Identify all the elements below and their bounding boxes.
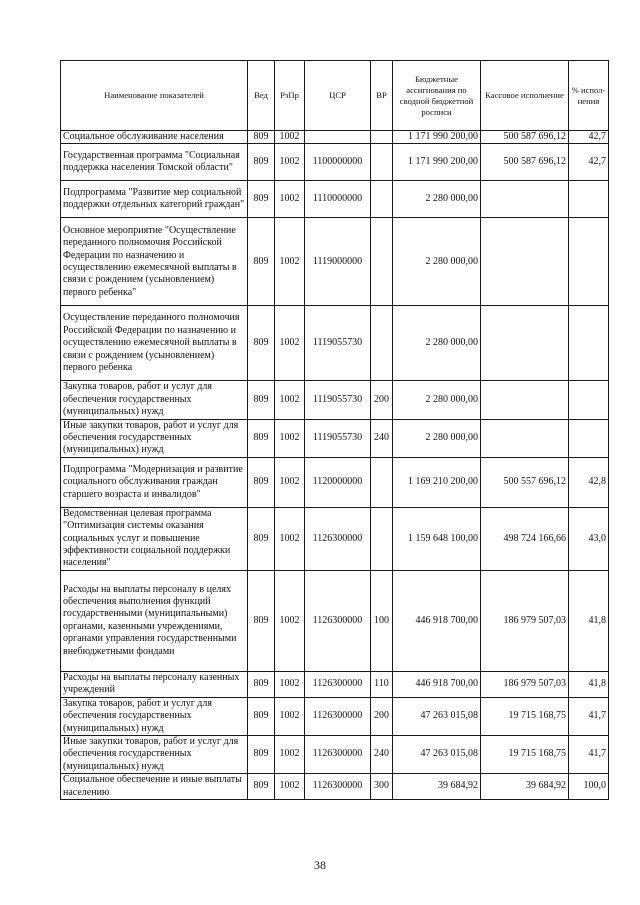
cell-cash: 186 979 507,03 (481, 671, 569, 697)
cell-cash (481, 419, 569, 457)
cell-name: Закупка товаров, работ и услуг для обеспечения государственных (муниципальных) нужд (61, 381, 248, 419)
cell-vr (371, 457, 393, 507)
cell-csr: 1126300000 (305, 570, 371, 671)
cell-rzpr: 1002 (275, 218, 305, 306)
cell-name: Социальное обеспечение и иные выплаты населению (61, 774, 248, 800)
cell-budget: 1 169 210 200,00 (393, 457, 481, 507)
cell-vr (371, 306, 393, 381)
cell-ved: 809 (248, 144, 275, 181)
cell-vr: 300 (371, 774, 393, 800)
cell-vr: 240 (371, 735, 393, 773)
cell-rzpr: 1002 (275, 419, 305, 457)
cell-rzpr: 1002 (275, 457, 305, 507)
table-row (61, 457, 609, 507)
cell-name: Осуществление переданного полномочия Российской Федерации по назначению и осуществлению ежемесячной выплаты в связи с рождением (усыновлением) первого ребенка (61, 306, 248, 381)
cell-csr (305, 131, 371, 144)
cell-cash (481, 381, 569, 419)
cell-cash: 500 587 696,12 (481, 144, 569, 181)
cell-vr (371, 507, 393, 570)
cell-csr: 1126300000 (305, 697, 371, 735)
cell-budget: 39 684,92 (393, 774, 481, 800)
cell-ved: 809 (248, 507, 275, 570)
cell-name: Расходы на выплаты персоналу в целях обеспечения выполнения функций государственными (муниципальными) органами, казенными учреждениями, органами управления государственными внебюджетными фондами (61, 570, 248, 671)
table-header-row (61, 61, 609, 131)
cell-ved: 809 (248, 306, 275, 381)
table-row (61, 671, 609, 697)
header-percent: % испол-нения (569, 61, 609, 131)
cell-vr: 200 (371, 697, 393, 735)
cell-csr: 1119055730 (305, 381, 371, 419)
cell-csr: 1119000000 (305, 218, 371, 306)
header-ved: Вед (248, 61, 275, 131)
cell-budget: 2 280 000,00 (393, 381, 481, 419)
cell-rzpr: 1002 (275, 181, 305, 218)
cell-cash: 186 979 507,03 (481, 570, 569, 671)
cell-cash: 19 715 168,75 (481, 697, 569, 735)
cell-budget: 2 280 000,00 (393, 419, 481, 457)
cell-rzpr: 1002 (275, 774, 305, 800)
cell-budget: 2 280 000,00 (393, 306, 481, 381)
table-row (61, 419, 609, 457)
cell-csr: 1110000000 (305, 181, 371, 218)
cell-name: Основное мероприятие "Осуществление переданного полномочия Российской Федерации по назначению и осуществлению ежемесячной выплаты в связи с рождением (усыновлением) первого ребенка" (61, 218, 248, 306)
table-row (61, 697, 609, 735)
cell-ved: 809 (248, 774, 275, 800)
cell-vr: 100 (371, 570, 393, 671)
cell-percent: 43,0 (569, 507, 609, 570)
cell-cash: 500 557 696,12 (481, 457, 569, 507)
table-row (61, 181, 609, 218)
cell-csr: 1126300000 (305, 671, 371, 697)
cell-ved: 809 (248, 671, 275, 697)
cell-percent (569, 306, 609, 381)
cell-cash (481, 181, 569, 218)
cell-budget: 2 280 000,00 (393, 218, 481, 306)
cell-csr: 1119055730 (305, 306, 371, 381)
cell-name: Закупка товаров, работ и услуг для обеспечения государственных (муниципальных) нужд (61, 697, 248, 735)
table-row (61, 144, 609, 181)
table-row (61, 570, 609, 671)
header-budget: Бюджетные ассигнования по сводной бюджетной росписи (393, 61, 481, 131)
cell-budget: 1 159 648 100,00 (393, 507, 481, 570)
cell-rzpr: 1002 (275, 735, 305, 773)
table-row (61, 735, 609, 773)
cell-name: Расходы на выплаты персоналу казенных учреждений (61, 671, 248, 697)
cell-name: Иные закупки товаров, работ и услуг для обеспечения государственных (муниципальных) нужд (61, 735, 248, 773)
cell-name: Ведомственная целевая программа "Оптимизация системы оказания социальных услуг и повышение эффективности социальной поддержки населения" (61, 507, 248, 570)
cell-rzpr: 1002 (275, 697, 305, 735)
cell-budget: 446 918 700,00 (393, 570, 481, 671)
cell-cash: 39 684,92 (481, 774, 569, 800)
cell-percent: 41,7 (569, 735, 609, 773)
cell-percent: 42,8 (569, 457, 609, 507)
cell-vr (371, 144, 393, 181)
cell-budget: 2 280 000,00 (393, 181, 481, 218)
header-vr: ВР (371, 61, 393, 131)
cell-rzpr: 1002 (275, 671, 305, 697)
cell-csr: 1126300000 (305, 735, 371, 773)
cell-vr: 110 (371, 671, 393, 697)
cell-ved: 809 (248, 218, 275, 306)
header-cash: Кассовое исполнение (481, 61, 569, 131)
cell-budget: 47 263 015,08 (393, 735, 481, 773)
cell-budget: 47 263 015,08 (393, 697, 481, 735)
cell-csr: 1126300000 (305, 774, 371, 800)
cell-csr: 1120000000 (305, 457, 371, 507)
cell-vr: 200 (371, 381, 393, 419)
header-csr: ЦСР (305, 61, 371, 131)
header-name: Наименование показателей (61, 61, 248, 131)
cell-name: Иные закупки товаров, работ и услуг для обеспечения государственных (муниципальных) нужд (61, 419, 248, 457)
cell-percent: 42,7 (569, 131, 609, 144)
cell-ved: 809 (248, 381, 275, 419)
cell-csr: 1126300000 (305, 507, 371, 570)
cell-percent (569, 381, 609, 419)
cell-vr (371, 131, 393, 144)
cell-rzpr: 1002 (275, 381, 305, 419)
cell-name: Государственная программа "Социальная поддержка населения Томской области" (61, 144, 248, 181)
cell-name: Подпрограмма "Развитие мер социальной поддержки отдельных категорий граждан" (61, 181, 248, 218)
table-row (61, 131, 609, 144)
cell-cash: 19 715 168,75 (481, 735, 569, 773)
cell-vr: 240 (371, 419, 393, 457)
cell-percent: 41,8 (569, 671, 609, 697)
cell-percent: 42,7 (569, 144, 609, 181)
cell-percent: 100,0 (569, 774, 609, 800)
cell-budget: 446 918 700,00 (393, 671, 481, 697)
cell-ved: 809 (248, 457, 275, 507)
cell-ved: 809 (248, 570, 275, 671)
cell-percent: 41,7 (569, 697, 609, 735)
table-row (61, 507, 609, 570)
cell-percent (569, 181, 609, 218)
cell-percent (569, 218, 609, 306)
cell-percent (569, 419, 609, 457)
table-row (61, 306, 609, 381)
cell-name: Социальное обслуживание населения (61, 131, 248, 144)
cell-rzpr: 1002 (275, 131, 305, 144)
cell-rzpr: 1002 (275, 507, 305, 570)
cell-ved: 809 (248, 131, 275, 144)
cell-ved: 809 (248, 181, 275, 218)
table-row (61, 381, 609, 419)
cell-csr: 1100000000 (305, 144, 371, 181)
cell-vr (371, 181, 393, 218)
cell-percent: 41,8 (569, 570, 609, 671)
cell-name: Подпрограмма "Модернизация и развитие социального обслуживания граждан старшего возраста и инвалидов" (61, 457, 248, 507)
cell-ved: 809 (248, 697, 275, 735)
table-row (61, 774, 609, 800)
cell-budget: 1 171 990 200,00 (393, 144, 481, 181)
cell-rzpr: 1002 (275, 144, 305, 181)
page-number: 38 (314, 858, 326, 872)
cell-cash: 500 587 696,12 (481, 131, 569, 144)
header-rzpr: РзПр (275, 61, 305, 131)
cell-ved: 809 (248, 735, 275, 773)
cell-rzpr: 1002 (275, 570, 305, 671)
cell-cash (481, 306, 569, 381)
cell-budget: 1 171 990 200,00 (393, 131, 481, 144)
budget-execution-table (60, 60, 609, 800)
cell-cash (481, 218, 569, 306)
cell-ved: 809 (248, 419, 275, 457)
cell-vr (371, 218, 393, 306)
cell-csr: 1119055730 (305, 419, 371, 457)
table-row (61, 218, 609, 306)
cell-cash: 498 724 166,66 (481, 507, 569, 570)
cell-rzpr: 1002 (275, 306, 305, 381)
